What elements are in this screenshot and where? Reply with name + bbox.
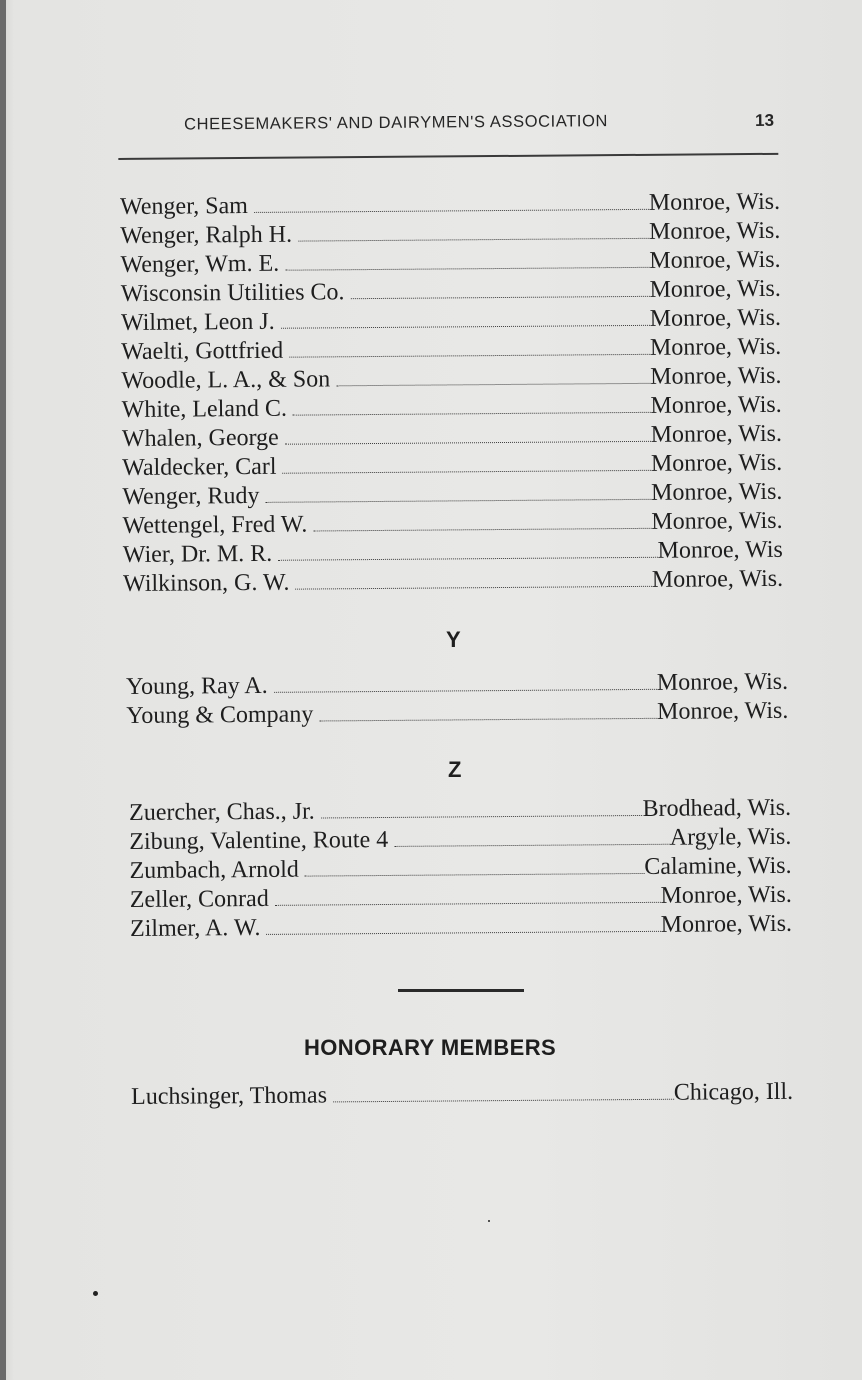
ink-speck <box>93 1291 98 1296</box>
member-location: Monroe, Wis. <box>651 507 783 535</box>
member-location: Monroe, Wis. <box>650 449 783 477</box>
section-letter-y: Y <box>446 627 461 652</box>
dot-leader <box>254 209 649 213</box>
member-name: White, Leland C. <box>121 395 288 423</box>
page-header <box>118 111 780 164</box>
member-name: Wenger, Rudy <box>122 482 260 510</box>
member-name: Wenger, Ralph H. <box>120 221 293 249</box>
dot-leader <box>336 383 650 386</box>
member-location: Chicago, Ill. <box>673 1078 794 1106</box>
w-section-list <box>120 188 783 599</box>
member-location: Monroe, Wis. <box>650 391 782 419</box>
member-name: Wier, Dr. M. R. <box>122 540 273 568</box>
list-item <box>126 697 788 731</box>
member-location: Monroe, Wis. <box>660 881 792 909</box>
page-number: 13 <box>755 110 775 130</box>
member-name: Wilkinson, G. W. <box>122 569 290 597</box>
y-section-list <box>126 668 788 731</box>
z-section-list <box>129 794 792 944</box>
dot-leader <box>333 1099 674 1103</box>
member-name: Wilmet, Leon J. <box>120 308 275 336</box>
dot-leader <box>394 844 670 847</box>
dot-leader <box>285 267 649 271</box>
member-location: Monroe, Wis. <box>649 275 781 303</box>
member-location: Monroe, Wis. <box>651 565 784 593</box>
member-location: Monroe, Wis. <box>650 420 783 448</box>
dot-leader <box>266 931 660 935</box>
member-location: Monroe, Wis. <box>650 362 782 390</box>
member-name: Waldecker, Carl <box>122 453 277 481</box>
member-location: Calamine, Wis. <box>644 852 792 880</box>
member-name: Young & Company <box>126 701 314 729</box>
member-location: Monroe, Wis. <box>656 697 789 725</box>
list-item <box>123 565 783 599</box>
member-location: Monroe, Wis. <box>660 910 793 938</box>
member-location: Argyle, Wis. <box>669 823 792 851</box>
section-divider <box>398 989 524 992</box>
ink-speck <box>488 1220 490 1222</box>
member-location: Monroe, Wis. <box>649 333 782 361</box>
member-name: Waelti, Gottfried <box>121 337 284 365</box>
member-name: Zilmer, A. W. <box>129 914 261 942</box>
dot-leader <box>289 354 650 358</box>
member-name: Zumbach, Arnold <box>129 856 299 884</box>
member-location: Monroe, Wis. <box>648 217 781 245</box>
list-item <box>131 1078 793 1112</box>
dot-leader <box>278 557 657 561</box>
member-location: Monroe, Wis. <box>651 478 783 506</box>
member-name: Wisconsin Utilities Co. <box>120 279 345 307</box>
dot-leader <box>281 325 650 329</box>
dot-leader <box>321 815 643 819</box>
member-location: Monroe, Wis. <box>649 304 782 332</box>
dot-leader <box>351 296 650 299</box>
dot-leader <box>266 499 652 503</box>
member-location: Monroe, Wis <box>657 536 783 564</box>
member-name: Wettengel, Fred W. <box>122 511 308 539</box>
honorary-members-heading: HONORARY MEMBERS <box>304 1035 557 1060</box>
member-name: Wenger, Sam <box>120 192 248 220</box>
dot-leader <box>293 412 650 416</box>
dot-leader <box>296 586 652 590</box>
member-name: Woodle, L. A., & Son <box>121 366 331 394</box>
page-edge-shadow <box>0 0 6 1380</box>
member-location: Monroe, Wis. <box>648 188 781 216</box>
dot-leader <box>305 873 644 877</box>
member-name: Luchsinger, Thomas <box>131 1082 328 1110</box>
member-name: Wenger, Wm. E. <box>120 250 280 278</box>
header-rule <box>118 153 778 160</box>
section-letter-z: Z <box>448 757 462 782</box>
member-name: Zeller, Conrad <box>129 885 269 913</box>
member-location: Monroe, Wis. <box>656 668 789 696</box>
dot-leader <box>319 718 657 722</box>
member-location: Monroe, Wis. <box>649 246 781 274</box>
list-item <box>130 910 792 944</box>
member-name: Zibung, Valentine, Route 4 <box>129 826 389 855</box>
member-location: Brodhead, Wis. <box>642 794 792 822</box>
dot-leader <box>285 441 651 445</box>
honorary-list <box>131 1078 793 1112</box>
dot-leader <box>298 238 649 242</box>
running-title: CHEESEMAKERS' AND DAIRYMEN'S ASSOCIATION <box>183 112 609 134</box>
dot-leader <box>283 470 651 474</box>
dot-leader <box>274 689 657 693</box>
member-name: Young, Ray A. <box>126 672 268 700</box>
member-name: Zuercher, Chas., Jr. <box>129 798 315 826</box>
member-name: Whalen, George <box>121 424 279 452</box>
dot-leader <box>275 902 661 906</box>
dot-leader <box>313 528 651 532</box>
